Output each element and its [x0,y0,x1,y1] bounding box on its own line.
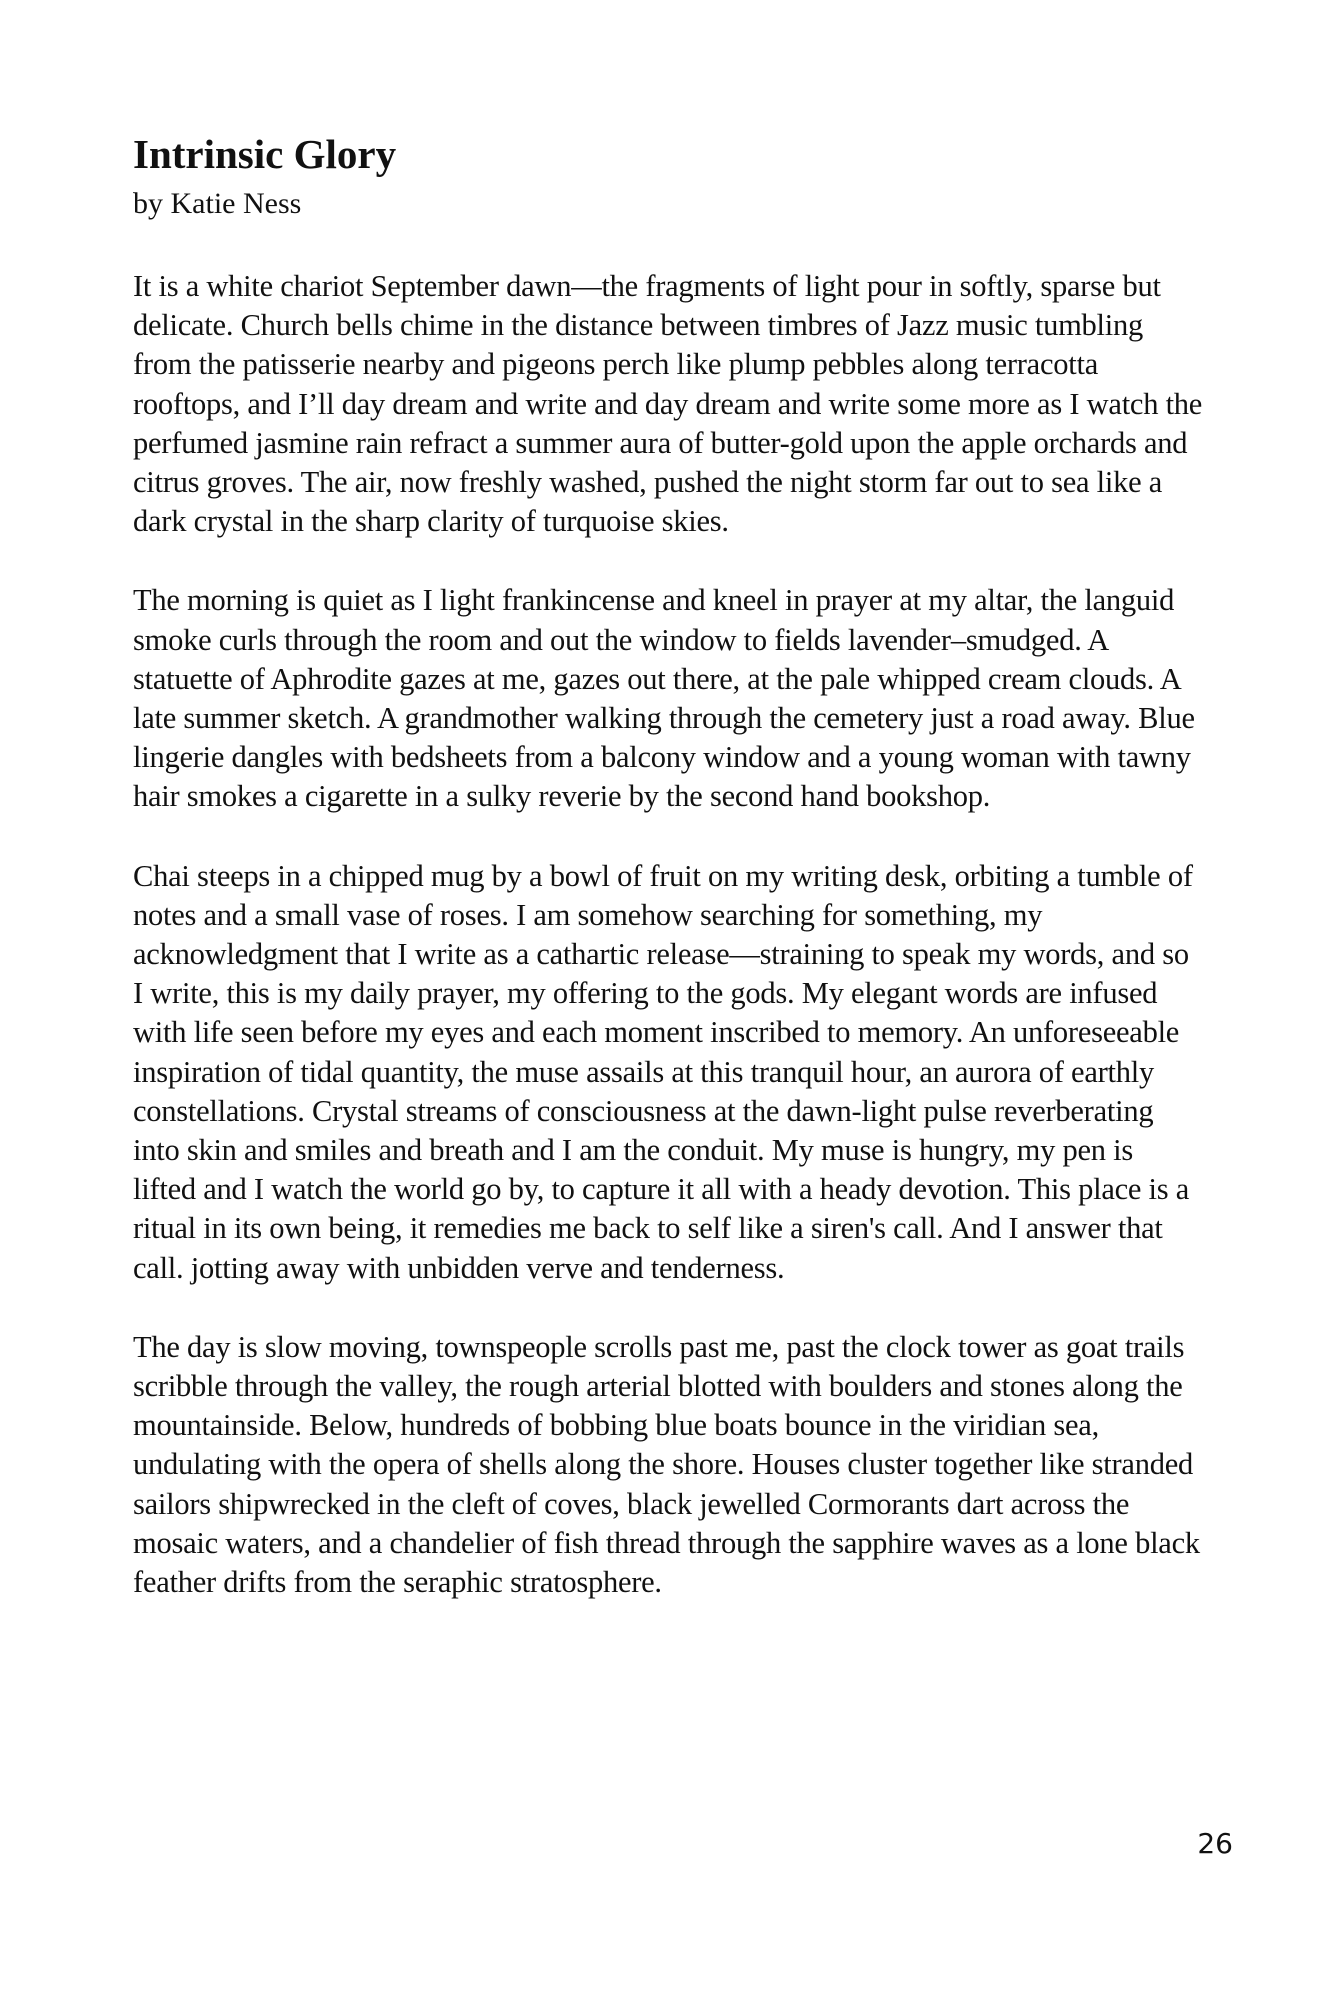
body-paragraph-1: It is a white chariot September dawn—the fragments of light pour in softly, sparse but delicate. Church bells chime in the distance between timbres of Jazz music tumbling from the patisserie nearby and pigeons perch like plump pebbles along terracotta rooftops, and I’ll day dream and write and day dream and write some more as I watch the perfumed jasmine rain refract a summer aura of butter-gold upon the apple orchards and citrus groves. The air, now freshly washed, pushed the night storm far out to sea like a dark crystal in the sharp clarity of turquoise skies. [133,269,1203,539]
article-body [133,267,1203,1602]
body-paragraph-2: The morning is quiet as I light frankincense and kneel in prayer at my altar, the languid smoke curls through the room and out the window to fields lavender–smudged. A statuette of Aphrodite gazes at me, gazes out there, at the pale whipped cream clouds. A late summer sketch. A grandmother walking through the cemetery just a road away. Blue lingerie dangles with bedsheets from a balcony window and a young woman with tawny hair smokes a cigarette in a sulky reverie by the second hand bookshop. [133,583,1195,814]
article-title: Intrinsic Glory [133,131,397,177]
body-paragraph-3: Chai steeps in a chipped mug by a bowl of fruit on my writing desk, orbiting a tumble of notes and a small vase of roses. I am somehow searching for something, my acknowledgment that I write as a cathartic release—straining to speak my words, and so I write, this is my daily prayer, my offering to the gods. My elegant words are infused with life seen before my eyes and each moment inscribed to memory. An unforeseeable inspiration of tidal quantity, the muse assails at this tranquil hour, an aurora of earthly constellations. Crystal streams of consciousness at the dawn-light pulse reverberating into skin and smiles and breath and I am the conduit. My muse is hungry, my pen is lifted and I watch the world go by, to capture it all with a heady devotion. This place is a ritual in its own being, it remedies me back to self like a siren's call. And I answer that call. jotting away with unbidden verve and tenderness. [133,858,1193,1285]
body-paragraph-4: The day is slow moving, townspeople scrolls past me, past the clock tower as goat trails scribble through the valley, the rough arterial blotted with boulders and stones along the mountainside. Below, hundreds of bobbing blue boats bounce in the viridian sea, undulating with the opera of shells along the shore. Houses cluster together like stranded sailors shipwrecked in the cleft of coves, black jewelled Cormorants dart across the mosaic waters, and a chandelier of fish thread through the sapphire waves as a lone black feather drifts from the seraphic stratosphere. [133,1329,1200,1600]
page-number: 26 [1197,1827,1233,1860]
article [133,128,1203,1642]
author-byline: by Katie Ness [133,187,302,220]
